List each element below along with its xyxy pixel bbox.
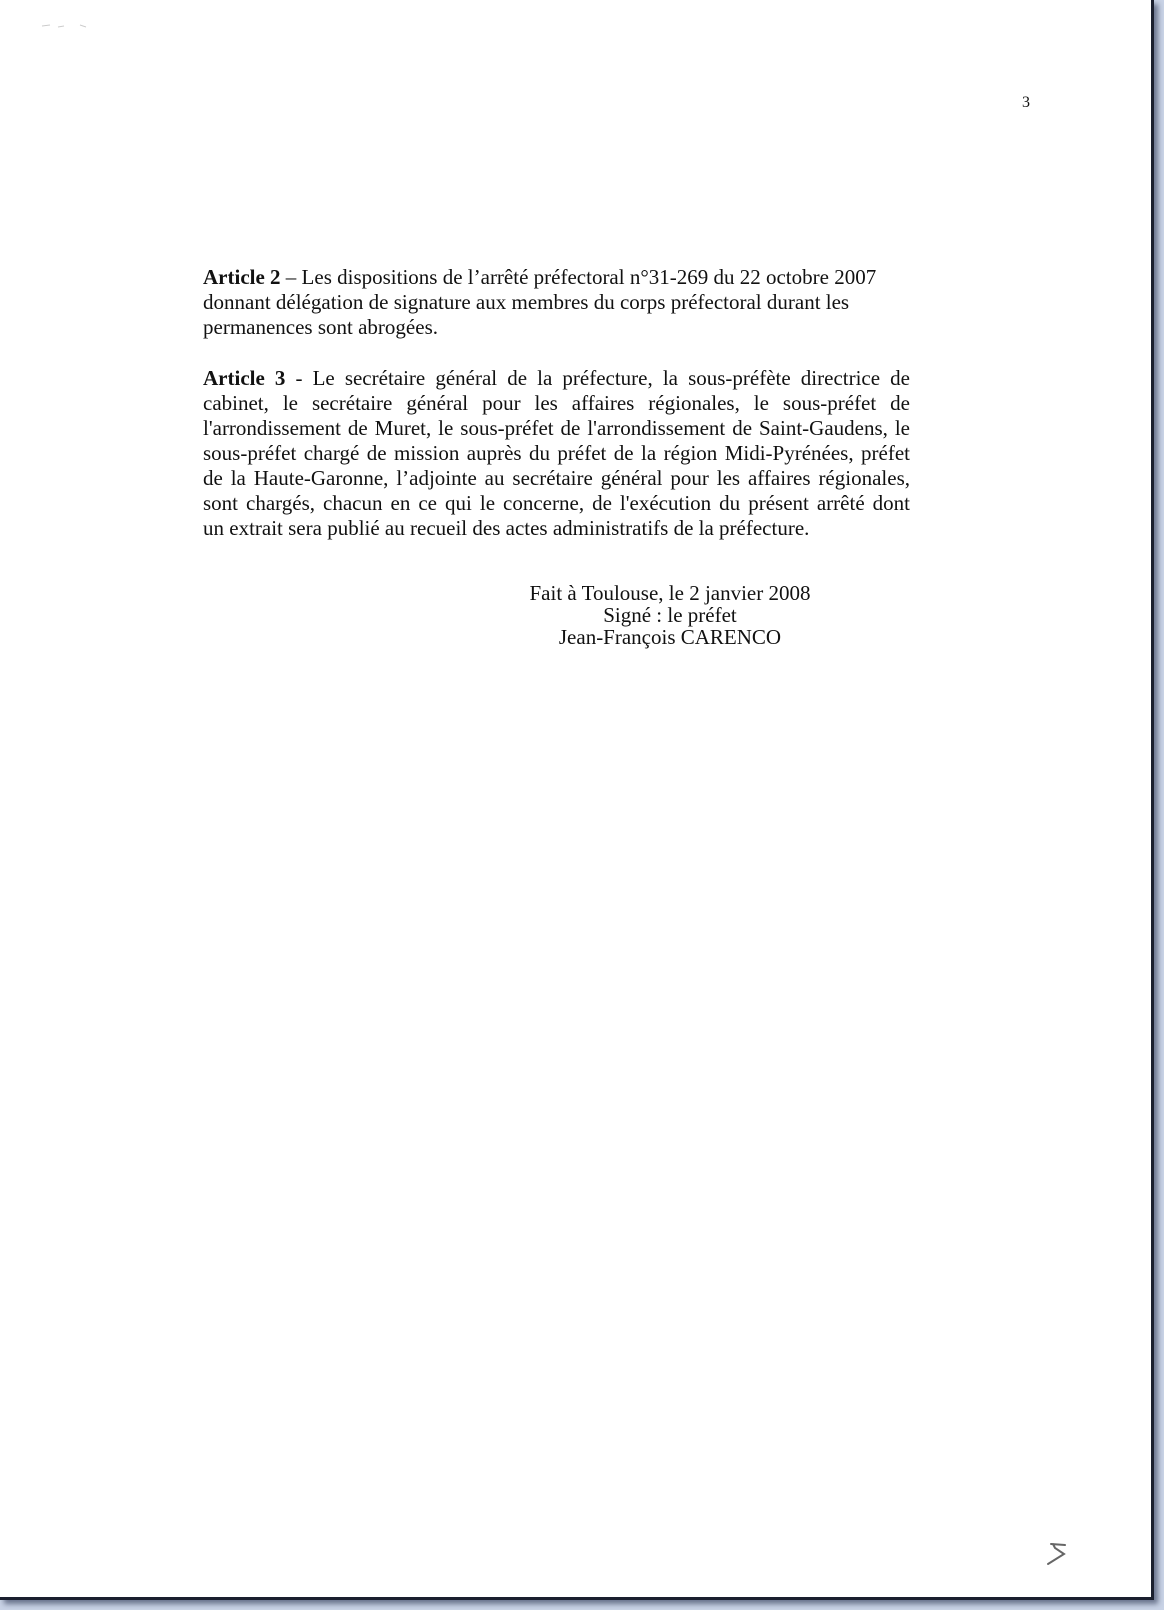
article-2-line: donnant délégation de signature aux membres du corps préfectoral durant les (203, 290, 850, 314)
handwritten-page-mark-icon (1045, 1540, 1075, 1570)
article-3-line: cabinet, le secrétaire général pour les affaires régionales, le sous-préfet de (203, 391, 910, 415)
article-3 (203, 366, 910, 541)
text-span: - Le secrétaire général de la préfecture, la sous-préfète directrice de (285, 366, 910, 390)
article-2-line: permanences sont abrogées. (203, 315, 438, 339)
signed-by: Signé : le préfet (603, 603, 737, 627)
article-2-line (203, 265, 910, 290)
article-3-line: l'arrondissement de Muret, le sous-préfet de l'arrondissement de Saint-Gaudens, le (203, 416, 910, 440)
article-3-line: sont chargés, chacun en ce qui le concerne, de l'exécution du présent arrêté dont (203, 491, 910, 515)
article-2 (203, 265, 910, 340)
article-3-line (203, 366, 910, 391)
article-2-heading: Article 2 (203, 265, 281, 289)
article-3-heading: Article 3 (203, 366, 286, 390)
text-span: – Les dispositions de l’arrêté préfectoral n°31-269 du 22 octobre 2007 (280, 265, 877, 289)
scan-smudge-icon (40, 22, 100, 30)
signature-block (500, 582, 840, 648)
article-3-line: un extrait sera publié au recueil des actes administratifs de la préfecture. (203, 516, 810, 540)
place-date: Fait à Toulouse, le 2 janvier 2008 (529, 581, 811, 605)
signatory-name: Jean-François CARENCO (558, 625, 782, 649)
page-number: 3 (1022, 94, 1030, 111)
article-3-line: de la Haute-Garonne, l’adjointe au secrétaire général pour les affaires régionales, (203, 466, 910, 490)
article-3-line: sous-préfet chargé de mission auprès du préfet de la région Midi-Pyrénées, préfet (203, 441, 910, 465)
